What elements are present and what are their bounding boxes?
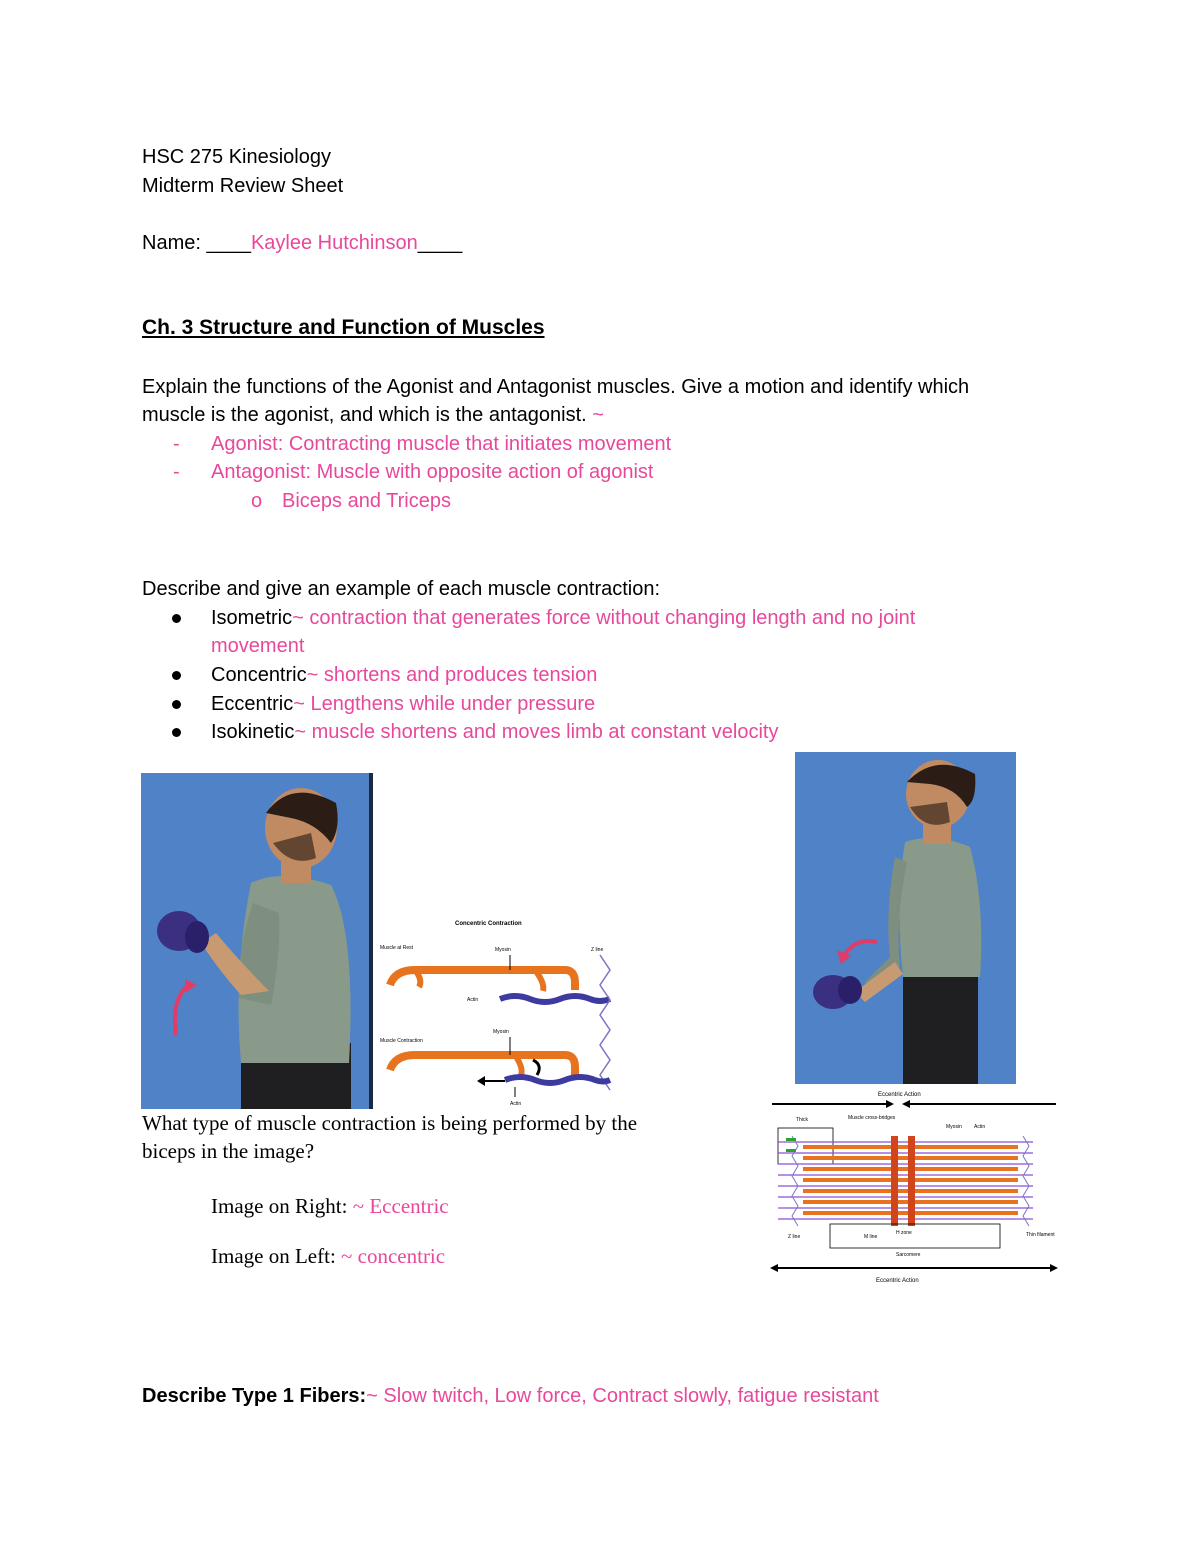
- image-left-answer: ~ concentric: [341, 1244, 446, 1268]
- isometric-item: [211, 604, 915, 632]
- q4-answer: ~ Slow twitch, Low force, Contract slowly, fatigue resistant: [366, 1385, 879, 1407]
- name-blank-pre: ____: [206, 232, 251, 254]
- isometric-answer-cont: movement: [211, 635, 305, 657]
- q2-prompt: Describe and give an example of each muscle contraction:: [142, 578, 661, 600]
- label-myosin-r: Myosin: [946, 1124, 962, 1130]
- concentric-curl-photo: [141, 773, 373, 1109]
- name-label: Name:: [142, 232, 207, 254]
- name-line: [142, 229, 462, 257]
- image-right-label: Image on Right:: [211, 1194, 353, 1218]
- label-actin-r: Actin: [974, 1124, 986, 1130]
- example-answer: Biceps and Triceps: [282, 490, 451, 512]
- q1-tilde: ~: [592, 404, 604, 426]
- dash-marker: -: [173, 433, 180, 455]
- label-z-line: Z line: [591, 947, 604, 953]
- image-left-label: Image on Left:: [211, 1244, 342, 1268]
- label-actin: Actin: [510, 1101, 522, 1107]
- isokinetic-item: [211, 718, 779, 746]
- answer: ~ contraction that generates force without changing length and no joint: [292, 607, 916, 629]
- image-right-answer: ~ Eccentric: [352, 1194, 449, 1218]
- eccentric-item: [211, 690, 595, 718]
- label-sarcomere: Sarcomere: [896, 1252, 921, 1258]
- q1-prompt-line1: Explain the functions of the Agonist and Antagonist muscles. Give a motion and identify which: [142, 376, 970, 398]
- label-h-zone: H zone: [896, 1230, 912, 1236]
- q4-line: [142, 1382, 879, 1410]
- term: Concentric: [211, 664, 307, 686]
- agonist-answer: Agonist: Contracting muscle that initiates movement: [211, 433, 672, 455]
- q1-prompt-line2: [142, 401, 604, 429]
- label-m-line: M line: [864, 1234, 878, 1240]
- dash-marker: -: [173, 461, 180, 483]
- student-name: Kaylee Hutchinson: [250, 232, 418, 254]
- term: Isokinetic: [211, 721, 295, 743]
- image-left-line: [211, 1242, 445, 1270]
- label-thin: Thin filament: [1026, 1232, 1055, 1238]
- term: Isometric: [211, 607, 293, 629]
- label-muscle-rest: Muscle at Rest: [380, 945, 414, 951]
- bullet-icon: [172, 728, 181, 737]
- eccentric-action-bottom: Eccentric Action: [876, 1278, 919, 1284]
- label-thick: Thick: [796, 1117, 808, 1123]
- q3-prompt-line1: What type of muscle contraction is being performed by the: [142, 1111, 638, 1135]
- label-muscle-contraction: Muscle Contraction: [380, 1038, 423, 1044]
- bullet-icon: [172, 700, 181, 709]
- name-blank-post: ____: [417, 232, 463, 254]
- concentric-diagram: [375, 915, 625, 1110]
- sarcomere-diagram: [768, 1086, 1060, 1286]
- concentric-item: [211, 661, 597, 689]
- q1-prompt-text: muscle is the agonist, and which is the antagonist.: [142, 404, 587, 426]
- section-heading: Ch. 3 Structure and Function of Muscles: [142, 316, 545, 339]
- label-cross-bridges: Muscle cross-bridges: [848, 1115, 896, 1121]
- bullet-icon: [172, 671, 181, 680]
- label-actin: Actin: [467, 997, 479, 1003]
- label-z-line-r: Z line: [788, 1234, 801, 1240]
- q3-prompt-line2: biceps in the image?: [142, 1139, 315, 1163]
- eccentric-action-top: Eccentric Action: [878, 1092, 921, 1098]
- course-title: HSC 275 Kinesiology: [142, 146, 331, 168]
- answer: ~ shortens and produces tension: [306, 664, 598, 686]
- answer: ~ Lengthens while under pressure: [293, 693, 596, 715]
- antagonist-answer: Antagonist: Muscle with opposite action of agonist: [211, 461, 654, 483]
- sub-bullet-marker: o: [251, 490, 263, 512]
- label-myosin: Myosin: [493, 1029, 509, 1035]
- diagram-title: Concentric Contraction: [455, 921, 522, 927]
- image-right-line: [211, 1192, 449, 1220]
- q4-label: Describe Type 1 Fibers:: [142, 1385, 367, 1407]
- eccentric-curl-photo: [795, 752, 1016, 1084]
- label-myosin: Myosin: [495, 947, 511, 953]
- bullet-icon: [172, 614, 181, 623]
- answer: ~ muscle shortens and moves limb at constant velocity: [294, 721, 779, 743]
- filament-rows: [778, 1136, 1033, 1226]
- term: Eccentric: [211, 693, 294, 715]
- document-subtitle: Midterm Review Sheet: [142, 175, 344, 197]
